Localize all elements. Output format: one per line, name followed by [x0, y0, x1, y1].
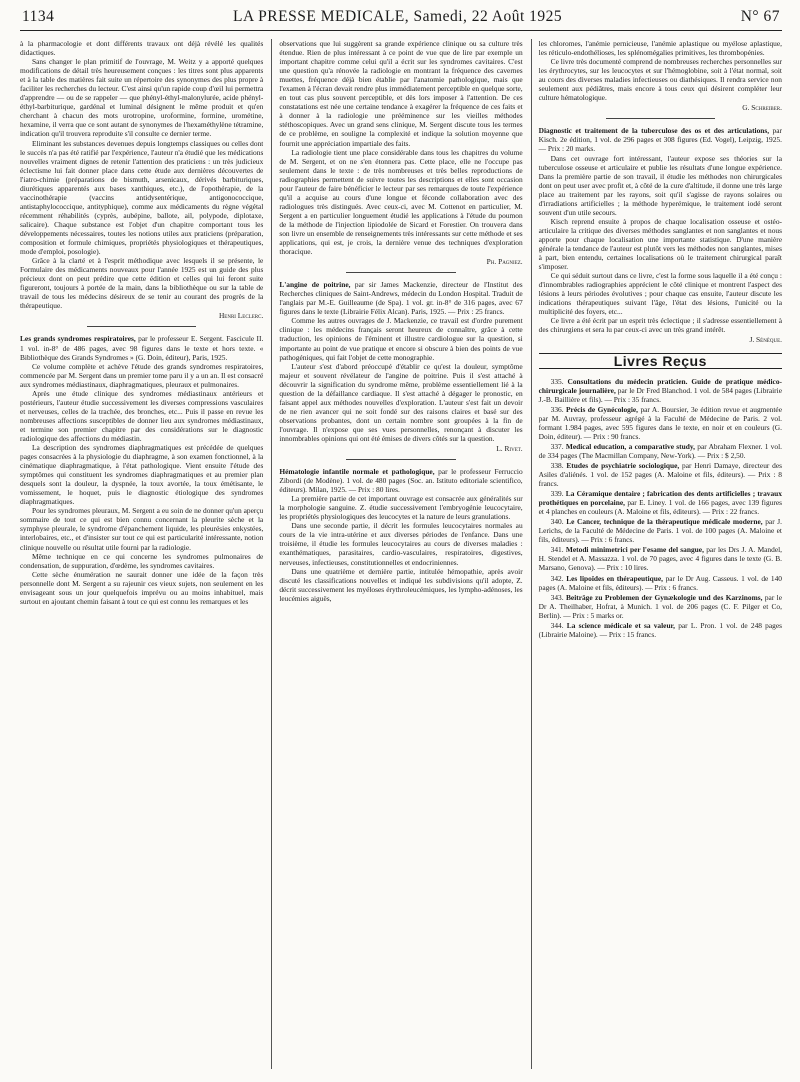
book-entry — [539, 574, 782, 592]
review-details: par sir James Mackenzie, directeur de l'Institut des Recherches cliniques de Saint-Andrews, médecin du London Hospital. Traduit de l'anglais par M.-E. Guilleaume (de Spa). 1 vol. gr. in-8° de 316 pages, avec 67 figures dans le texte (Librairie Félix Alcan). Paris, 1925. — Prix : 25 francs. — [279, 280, 523, 317]
paragraph: La radiologie tient une place considérable dans tous les chapitres du volume de M. Sergent, et on ne s'en étonnera pas. Cette place, elle ne l'occupe pas seulement dans le texte : de très nombreuses et très belles reproductions de radiographies permettent de suivre toutes les descriptions et elles sont occasion pour l'auteur de faire bénéficier le lecteur par ses remarques de toute l'expérience qu'il a acquise au cours d'une longue et féconde collaboration avec des radiologues très distingués. Avec ceux-ci, avec M. Cottenot en particulier, M. Sergent a en particulier longuement étudié les applications à l'étude du poumon de la méthode de l'injection lipiodolée de Sicard et Forestier. On trouvera dans son livre un ensemble de renseignements très intéressants sur cette méthode et ses applications, qui est, je crois, la dernière venue des techniques d'exploration thoracique. — [279, 147, 523, 257]
review-title: Hématologie infantile normale et pathologique, — [279, 467, 435, 477]
paragraph: Pour les syndromes pleuraux, M. Sergent a eu soin de ne donner qu'un aperçu sommaire de tout ce qui est bien connu concernant la pleurite sèche et la symphyse pleurale, le syndrome d'épanchement liquide, les pleurésies enkystées, interlobaires, etc., et d'insister sur tout ce qui est particularité intéressante, notion clinique nouvelle ou résultat utile fourni par la radiologie. — [20, 506, 264, 552]
divider — [346, 459, 455, 460]
books-received-list — [539, 377, 782, 639]
paragraph: Dans une quatrième et dernière partie, intitulée hémopathie, après avoir discuté les classifications nouvelles et indiqué les subdivisions qu'il adopte, Z. décrit successivement les myéloses érythroleucémiques, les lympho-adénoses, les leucémies aiguës, — [279, 566, 523, 603]
review-entry — [279, 280, 522, 316]
divider — [606, 118, 715, 119]
book-number: 340. — [550, 517, 567, 527]
book-title: Metodi minimetrici per l'esame del sangue, — [565, 545, 704, 555]
book-details: par E. Liney. 1 vol. de 166 pages, avec 139 figures et 4 planches en couleurs (A. Maloine et fils, éditeurs). — Prix : 22 francs. — [538, 498, 782, 517]
paragraph: à la pharmacologie et dont différents travaux ont déjà révélé les qualités didactiques. — [20, 39, 264, 58]
page-header — [20, 8, 782, 31]
book-entry — [539, 489, 782, 516]
book-number: 342. — [550, 573, 567, 583]
book-details: par les Drs J. A. Mandel, H. Stendel et A. Massazza. 1 vol. de 70 pages, avec 4 figures dans le texte (G. B. Marsano, Genova). — Prix : 10 lires. — [538, 545, 782, 573]
book-details: par le Dr Aug. Casseus. 1 vol. de 140 pages (A. Maloine et fils, éditeurs). — Prix : 6 francs. — [538, 573, 782, 592]
book-entry — [539, 517, 782, 544]
book-details: par A. Boursier, 3e édition revue et augmentée par M. Auvray, professeur agrégé à la Faculté de Médecine de Paris. 2 vol. formant 1.984 pages, avec 595 figures dans le texte, en noir et en couleurs (G. Doin, éditeur). — Prix : 90 francs. — [538, 404, 782, 441]
author-signature: Henri Leclerc. — [218, 311, 264, 321]
book-title: Etudes de psychiatrie sociologique, — [566, 460, 680, 470]
book-number: 344. — [550, 620, 567, 630]
book-title: La science médicale et sa valeur, — [566, 620, 676, 630]
book-details: par le Dr A. Theilhaber, Hofrat, à Munich. 1 vol. de 206 pages (C. F. Pilger et Co, Berlin). — Prix : 5 marks or. — [538, 592, 782, 620]
paragraph: L'auteur s'est d'abord préoccupé d'établir ce qu'est la douleur, symptôme majeur et souvent révélateur de l'angine de poitrine. Puis il s'est attaché à découvrir la signification du syndrome même, problème essentiellement lié à la question de la défaillance cardiaque. Il s'est attaché à dégager le pronostic, en faisant appel aux méthodes nouvelles d'exploration. L'auteur s'est fait un devoir de ne rien avancer qui ne soit fondé sur des raisons claires et basé sur des observations probantes, dont un certain nombre sont groupées à la fin de l'ouvrage. Il n'expose que ses vues personnelles, renonçant à discuter les innombrables opinions qui ont été émises de divers côtés sur la question. — [279, 361, 523, 443]
book-number: 338. — [550, 460, 567, 470]
author-signature: J. Sénèque. — [749, 335, 782, 345]
book-details: par Abraham Flexner. 1 vol. de 334 pages (The Macmillan Company, New-York). — Prix : $ 2,50. — [538, 441, 782, 460]
book-entry — [539, 442, 782, 460]
paragraph: Eliminant les substances devenues depuis longtemps classiques ou celles dont le succès n'a pas été ratifié par l'expérience, l'auteur n'a étudié que les médications nouvelles vraiment dignes de retenir l'attention des praticiens : un très judicieux éclectisme lui fait donner place dans cette étude aux dernières découvertes de l'iatro-chimie (préparations de bismuth, arsenicaux, dérivés barbituriques, diurétiques apparentés aux bases xanthiques, etc.), de l'opothérapie, de la vaccinothérapie (vaccins antidysentérique, antigonococcique, antistaphylococcique, antityphique), comme aux médicaments du règne végétal récemment réhabilités (cyprès, aubépine, ballote, ail, polypode, diplotaxe, salicaire). Chaque substance est l'objet d'un chapitre comportant tous les développements nécessaires, toutes les notions utiles aux praticiens (préparation, composition et formule chimiques, propriétés physiologiques et thérapeutiques, mode d'emploi, posologie). — [20, 138, 264, 257]
review-details: par le professeur E. Sergent. Fascicule II. 1 vol. in-8° de 486 pages, avec 98 figures dans le texte et hors texte. « Bibliothèque des Grands Syndromes » (G. Doin, éditeur), Paris, 1925. — [20, 334, 264, 362]
paragraph: Ce livre a été écrit par un esprit très éclectique ; il s'adresse essentiellement à des chirurgiens et sera lu par ceux-ci avec un très grand intérêt. — [538, 316, 782, 335]
book-details: par J. Lerichs, de la Faculté de Médecine de Paris. 1 vol. de 100 pages (A. Maloine et fils, éditeurs). — Prix : 6 francs. — [538, 517, 782, 545]
paragraph: La première partie de cet important ouvrage est consacrée aux généralités sur la morphologie sanguine. Z. étudie successivement l'embryogénie leucocytaire, les propriétés physiologiques des leucocytes et la nature de leurs granulations. — [279, 494, 523, 522]
review-details: par le professeur Ferruccio Zibordi (de Modène). 1 vol. de 480 pages (Soc. an. Istituto editoriale scientifico, éditeurs). Milan, 1925. — Prix : 80 lires. — [279, 467, 523, 495]
paragraph: Comme les autres ouvrages de J. Mackenzie, ce travail est d'ordre purement clinique : les médecins français seront heureux de connaître, grâce à cette traduction, les opinions de l'éminent et illustre cardiologue sur la question, si importante au point de vue pratique et encore si obscure à bien des points de vue pathogéniques, qui fait l'objet de cette monographie. — [279, 316, 523, 362]
paragraph: La description des syndromes diaphragmatiques est précédée de quelques pages consacrées à la physiologie du diaphragme, à son examen fonctionnel, à la cinématique diaphragmatique, à l'état pathologique. Vient ensuite l'étude des symptômes qui constituent les syndromes diaphragmatiques et au premier plan desquels sont la douleur, la dyspnée, la toux avortée, la toux émétisante, le vomissement, le hoquet, puis le diagnostic étiologique des syndromes diaphragmatiques. — [20, 443, 264, 507]
paragraph: Dans cet ouvrage fort intéressant, l'auteur expose ses théories sur la tuberculose osseuse et articulaire et publie les résultats d'une longue expérience. Dans la première partie de son travail, il étudie les méthodes non chirurgicales dont on peut user avec profit et, à côté de la cure d'altitude, il donne une très large place au traitement par les rayons, soit qu'il s'agisse de rayons solaires ou d'irradiations artificielles ; la méthode hyperémique, le traitement iodé seront souvent d'un utile secours. — [538, 153, 782, 217]
book-number: 343. — [550, 592, 566, 602]
paragraph: Grâce à la clarté et à l'esprit méthodique avec lesquels il se présente, le Formulaire des médicaments nouveaux pour l'année 1925 est un guide des plus précieux dont on peut prédire que cette édition et celles qui lui feront suite figureront, toujours à portée de la main, dans la bibliothèque ou sur la table de travail de tous les médecins désireux de se tenir au courant des progrès de la thérapeutique. — [20, 256, 264, 311]
book-title: Les lipoïdes en thérapeutique, — [566, 573, 663, 583]
book-entry — [539, 545, 782, 572]
journal-title: LA PRESSE MEDICALE, Samedi, 22 Août 1925 — [233, 8, 563, 25]
book-number: 337. — [550, 441, 566, 451]
review-entry — [20, 334, 263, 361]
review-entry — [539, 126, 782, 153]
review-entry — [279, 467, 522, 494]
book-title: La Céramique dentaire ; fabrication des dents artificielles ; travaux prothétiques en porcelaine, — [538, 489, 782, 508]
paragraph: les chloromes, l'anémie pernicieuse, l'anémie aplastique ou myélose aplastique, les réticulo-endothélioses, les splénomégalies primitives, les thrombopénies. — [538, 39, 782, 58]
column-1 — [20, 39, 263, 1069]
book-entry — [539, 377, 782, 404]
paragraph: Cette sèche énumération ne saurait donner une idée de la façon très personnelle dont M. Sergent a su rajeunir ces vieux sujets, non seulement en les envisageant sous un jour quelquefois imprévu ou au moins inhabituel, mais surtout en ajoutant chemin faisant à tout ce qui est connu les remarques et les — [20, 569, 264, 606]
book-entry — [539, 593, 782, 620]
page-number: 1134 — [22, 8, 55, 25]
book-details: par le Dr Fred Blanchod. 1 vol. de 584 pages (Librairie J.-B. Baillière et fils). — Prix : 35 francs. — [538, 385, 782, 404]
book-number: 339. — [550, 489, 566, 499]
book-number: 336. — [550, 404, 567, 414]
book-number: 335. — [550, 376, 568, 386]
author-signature: L. Rivet. — [496, 444, 523, 454]
book-entry — [539, 621, 782, 639]
author-signature: G. Schreiber. — [742, 103, 782, 113]
author-signature: Ph. Pagniez. — [486, 257, 523, 267]
divider — [346, 272, 455, 273]
paragraph: Dans une seconde partie, il décrit les formules leucocytaires normales au cours de la vie intra-utérine et aux diverses périodes de l'enfance. Dans une troisième, il étudie les formules leucocytaires au cours de diverses maladies : exanthématiques, parasitaires, cardio-vasculaires, respiratoires, digestives, nerveuses, infectieuses, constitutionnelles et endocriniennes. — [279, 521, 523, 567]
book-entry — [539, 461, 782, 488]
section-title-livres-recus: Livres Reçus — [539, 353, 782, 369]
column-3 — [531, 39, 782, 1069]
book-title: Consultations du médecin praticien. Guide de pratique médico-chirurgicale journalière, — [538, 376, 782, 395]
divider — [87, 326, 196, 327]
review-title: Diagnostic et traitement de la tuberculose des os et des articulations, — [538, 126, 770, 136]
book-details: par L. Pron. 1 vol. de 248 pages (Librairie Maloine). — Prix : 15 francs. — [538, 620, 782, 639]
book-title: Le Cancer, technique de la thérapeutique médicale moderne, — [566, 517, 763, 527]
paragraph: observations que lui suggèrent sa grande expérience clinique ou sa culture très étendue. Rien de plus intéressant à ce point de vue que de lire par exemple un important chapitre comme celui qu'il a écrit sur les syndromes cavitaires. C'est une question qu'a rénovée la radiologie en montrant la fréquence des cavernes muettes, fréquence déjà bien établie par l'anatomie pathologique, mais que l'examen à l'écran devait rendre plus immédiatement perceptible en quelque sorte, en tout cas plus souvent perceptible, et dès lors imposer à l'attention. De ces constatations est née une certaine tendance à exagérer la fréquence de ces faits et à donner à la radiologie une prééminence sur les vieilles méthodes stéthoscopiques. Avec un grand sens clinique, M. Sergent discute tous les termes de ce problème, en souligne la complexité et indique la solution moyenne que fournit une appréciation impartiale des faits. — [279, 39, 523, 148]
columns — [20, 39, 782, 1069]
paragraph: Même technique en ce qui concerne les syndromes pulmonaires de condensation, de suppuration, d'œdème, les syndromes cavitaires. — [20, 551, 264, 570]
issue-number: N° 67 — [740, 8, 780, 25]
book-entry — [539, 405, 782, 441]
book-details: par Henri Damaye, directeur des Asiles d'aliénés. 1 vol. de 152 pages (A. Maloine et fils, éditeurs). — Prix : 8 francs. — [538, 460, 782, 489]
review-title: Les grands syndromes respiratoires, — [20, 334, 136, 344]
paragraph: Kisch reprend ensuite à propos de chaque localisation osseuse et ostéo-articulaire la critique des diverses méthodes sanglantes et non sanglantes et nous apporte pour chaque localisation une importante statistique. D'une manière générale la tendance de l'auteur est plutôt vers les méthodes non sanglantes, mises à part, bien entendu, certaines localisations où le traitement chirurgical paraît s'imposer. — [538, 216, 782, 272]
book-number: 341. — [550, 545, 566, 555]
column-2 — [271, 39, 522, 1069]
review-title: L'angine de poitrine, — [279, 280, 351, 290]
paragraph: Ce volume complète et achève l'étude des grands syndromes respiratoires, commencée par M. Sergent dans un premier tome paru il y a un an. Il est consacré aux syndromes médiastinaux, diaphragmatiques, pleuraux et pulmonaires. — [20, 361, 264, 389]
paragraph: Sans changer le plan primitif de l'ouvrage, M. Weitz y a apporté quelques modifications de détail très heureusement conçues : les titres sont plus apparents et à la table des matières fait suite un répertoire des synonymes des plus propre à faciliter les recherches du lecteur. C'est ainsi qu'un rapide coup d'œil lui permettra d'apprendre — ou de se rappeler — que phényl-éthyl-malonylurée, acide phényl-éthyl-barbiturique, gardénal et luminal désignent le même produit et qu'en cherchant à chacun des mots urotropine, uroformine, formine, urométine, hexamine, il verra que ce sont autant de synonymes de l'hexaméthylène tétramine, indication qu'il trouvera reproduite s'il consulte ce dernier terme. — [20, 57, 264, 139]
paragraph: Ce livre très documenté comprend de nombreuses recherches personnelles sur les érythrocytes, sur les leucocytes et sur l'hémoglobine, soit à l'état normal, soit au cours des diverses maladies infectieuses ou diathésiques. Il rendra service non seulement aux pédiâtres, mais encore à tous ceux qui désirent compléter leur culture hématologique. — [538, 57, 782, 103]
paragraph: Après une étude clinique des syndromes médiastinaux antérieurs et postérieurs, l'auteur étudie successivement les diverses compressions vasculaires et nerveuses, celles de la trachée, des bronches, etc... Puis il passe en revue les nombreuses affections susceptibles de donner lieu aux syndromes médiastinaux, et termine son premier chapitre par des considérations sur le diagnostic radiologique des affections du médiastin. — [20, 388, 264, 443]
paragraph: Ce qui séduit surtout dans ce livre, c'est la forme sous laquelle il a été conçu : d'innombrables radiographies apprécient le côté clinique et montrent l'aspect des lésions à leurs périodes évolutives ; pour chaque cas ensuite, l'auteur discute les indications thérapeutiques suivant l'âge, l'état des lésions, l'unicité ou la multiplicité des foyers, etc... — [538, 271, 782, 317]
book-title: Medical education, a comparative study, — [565, 441, 695, 451]
book-title: Beiträge zu Problemen der Gynækologie und des Karzinoms, — [565, 592, 763, 602]
book-title: Précis de Gynécologie, — [566, 404, 639, 414]
review-details: par Kisch. 2e édition, 1 vol. de 296 pages et 308 figures (Ed. Vogel), Leipzig, 1925. — Prix : 20 marks. — [538, 126, 782, 154]
